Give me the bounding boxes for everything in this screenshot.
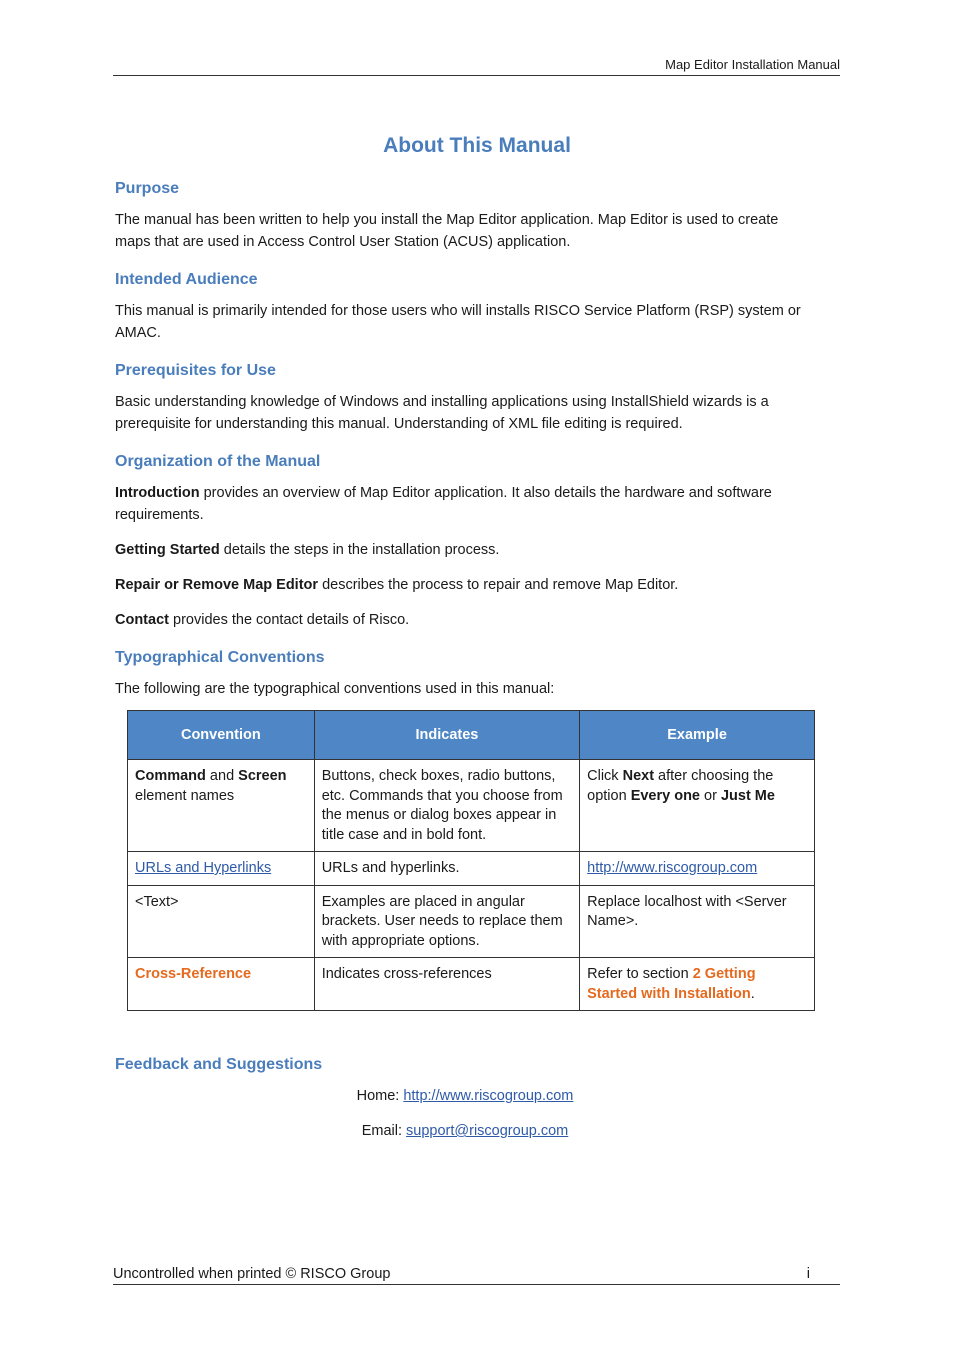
cell-text: after choosing the option [587,768,774,804]
cell-text: element names [135,787,235,804]
table-cell [580,958,815,1011]
column-header-example: Example [580,711,815,760]
table-row [128,958,815,1011]
table-cell [128,852,315,886]
organization-term: Repair or Remove Map Editor [115,577,319,593]
cross-reference-link[interactable]: 2 Getting Started with Installation [587,966,756,1002]
typographical-intro: The following are the typographical conventions used in this manual: [115,681,555,697]
running-header: Map Editor Installation Manual [113,57,840,76]
table-cell [580,760,815,852]
organization-desc: details the steps in the installation process. [219,542,500,558]
column-header-indicates: Indicates [314,711,579,760]
cell-text: Refer to section [587,966,693,982]
table-cell [128,760,315,852]
table-row [128,760,815,852]
table-cell: Buttons, check boxes, radio buttons, etc. Commands that you choose from the menus or dialog boxes appear in title case and in bold font. [314,760,579,852]
table-cell: Indicates cross-references [314,958,579,1011]
email-link[interactable]: support@riscogroup.com [406,1123,569,1139]
bold-text: Every one [630,787,701,804]
organization-item [115,539,815,561]
table-cell: Examples are placed in angular brackets. User needs to replace them with appropriate options. [314,885,579,958]
footer-copyright: Uncontrolled when printed © RISCO Group [113,1266,391,1282]
table-row [128,885,815,958]
bold-text: Just Me [720,787,775,804]
purpose-text: The manual has been written to help you install the Map Editor application. Map Editor is used to create maps that are used in Access Control User Station (ACUS) application. [115,212,779,250]
feedback-home [115,1085,815,1107]
organization-desc: describes the process to repair and remove Map Editor. [318,577,679,593]
organization-item [115,574,815,596]
section-heading-audience: Intended Audience [115,271,258,288]
cell-text: and [205,768,239,784]
section-heading-feedback: Feedback and Suggestions [115,1056,323,1073]
section-heading-prerequisites: Prerequisites for Use [115,362,276,379]
prerequisites-text: Basic understanding knowledge of Windows and installing applications using InstallShield wizards is a prerequisite for understanding this manual. Understanding of XML file editing is required. [115,394,769,432]
cell-text: Click [587,768,623,784]
bold-text: Command [135,768,206,784]
organization-term: Getting Started [115,542,220,558]
organization-desc: provides the contact details of Risco. [168,612,410,628]
table-cell: <Text> [128,885,315,958]
bold-text: Screen [238,768,287,784]
page-number: i [806,1266,810,1282]
cross-reference-sample: Cross-Reference [135,966,252,982]
main-content [115,180,815,1142]
page-title: About This Manual [383,134,571,157]
column-header-convention: Convention [128,711,315,760]
organization-desc: provides an overview of Map Editor application. It also details the hardware and software requirements. [115,485,772,523]
section-heading-organization: Organization of the Manual [115,453,321,470]
cell-text: or [700,787,721,804]
organization-term: Introduction [115,485,200,501]
riscogroup-link[interactable]: http://www.riscogroup.com [587,860,758,876]
conventions-table [127,710,815,1011]
table-cell: URLs and hyperlinks. [314,852,579,886]
table-row [128,852,815,886]
section-heading-purpose: Purpose [115,180,180,197]
section-heading-typographical: Typographical Conventions [115,649,325,666]
table-header-row [128,711,815,760]
table-cell [580,852,815,886]
running-footer [113,1266,840,1285]
table-cell: Replace localhost with <Server Name>. [580,885,815,958]
feedback-email [115,1120,815,1142]
cell-text: . [750,985,755,1002]
home-link[interactable]: http://www.riscogroup.com [403,1088,574,1104]
table-cell [128,958,315,1011]
email-label: Email: [361,1123,407,1139]
organization-item [115,609,815,631]
organization-item [115,482,815,526]
audience-text: This manual is primarily intended for those users who will installs RISCO Service Platform (RSP) system or AMAC. [115,303,801,341]
bold-text: Next [622,768,655,784]
urls-hyperlinks-link[interactable]: URLs and Hyperlinks [135,860,272,876]
home-label: Home: [356,1088,404,1104]
organization-term: Contact [115,612,169,628]
